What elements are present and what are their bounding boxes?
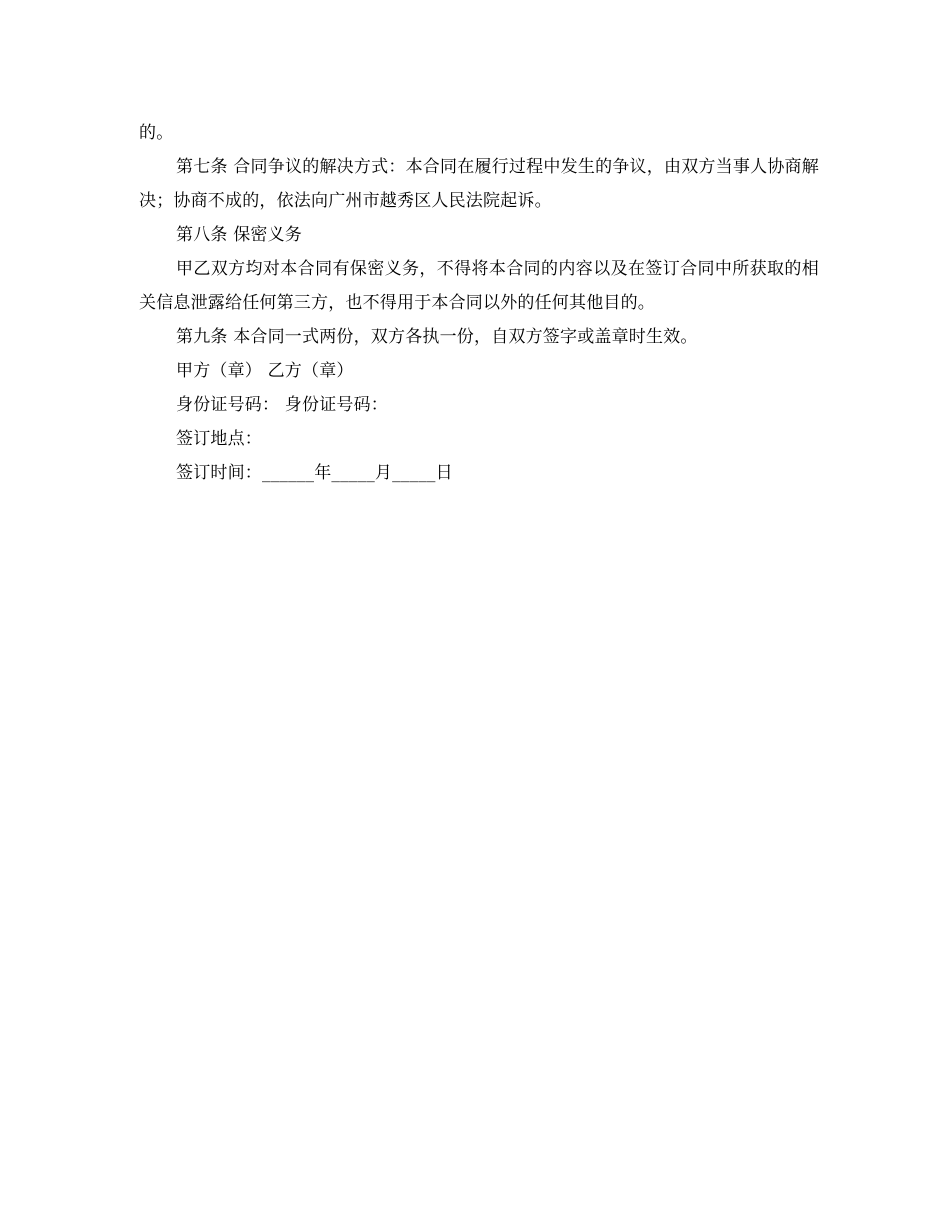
signing-date-line: 签订时间：______年_____月_____日 (176, 463, 453, 483)
id-number-line: 身份证号码： 身份证号码： (176, 395, 389, 415)
article-9-copies: 第九条 本合同一式两份，双方各执一份，自双方签字或盖章时生效。 (176, 327, 698, 347)
article-8-heading: 第八条 保密义务 (176, 225, 303, 245)
party-seal-line: 甲方（章） 乙方（章） (176, 361, 354, 381)
article-8-confidentiality-text: 甲乙双方均对本合同有保密义务，不得将本合同的内容以及在签订合同中所获取的相关信息泄露给任何第三方，也不得用于本合同以外的任何其他目的。 (139, 259, 819, 313)
paragraph-continuation: 的。 (139, 123, 174, 143)
signing-location-line: 签订地点： (176, 429, 262, 449)
article-7-dispute-resolution: 第七条 合同争议的解决方式：本合同在履行过程中发生的争议，由双方当事人协商解决；协商不成的，依法向广州市越秀区人民法院起诉。 (139, 157, 819, 211)
document-body (139, 116, 819, 490)
